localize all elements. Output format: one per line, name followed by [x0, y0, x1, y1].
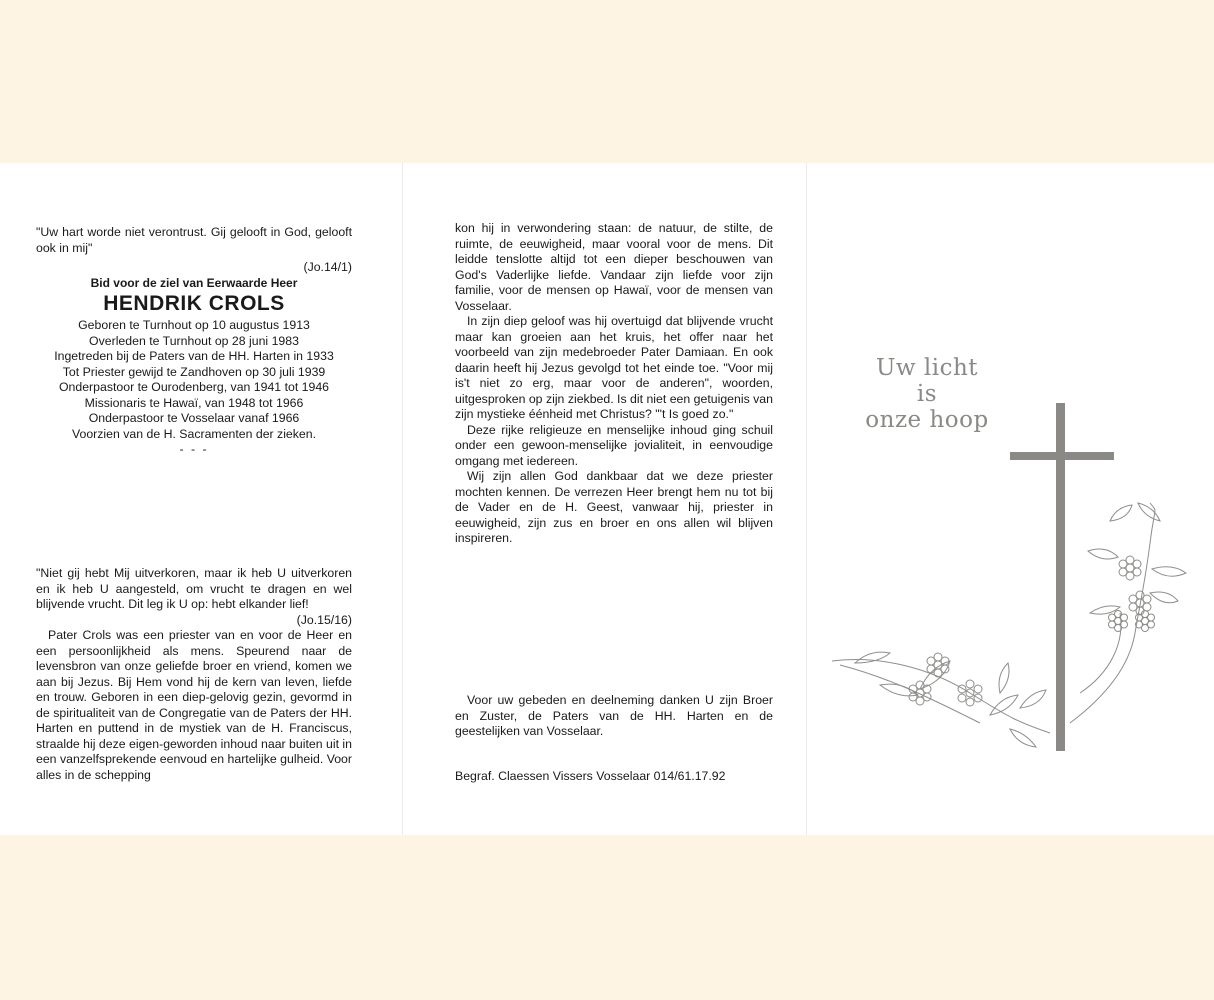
thanks-section	[455, 693, 773, 740]
cross-with-flowers-icon	[820, 393, 1210, 763]
fold-line-left	[402, 163, 403, 835]
cross-horizontal	[1010, 452, 1114, 460]
deceased-name: HENDRIK CROLS	[103, 292, 285, 315]
bio-line: Missionaris te Hawaï, van 1948 tot 1966	[84, 395, 304, 410]
tribute-text: Pater Crols was een priester van en voor de Heer en een persoonlijkheid als mens. Speurend naar de levensbron van onze geliefde broer en vriend, komen we aan bij Jezus. Bij Hem vond hij de kern van leven, liefde en trouw. Geboren in een diep-gelovig gezin, gevormd in de spiritualiteit van de Congregatie van de Paters der HH. Harten en puttend in de mystiek van de H. Franciscus, straalde hij deze eigen-geworden inhoud naar buiten uit in een vanzelfsprekende eenvoud en hartelijke gulheid. Voor alles in de schepping	[36, 628, 352, 782]
name-intro: Bid voor de ziel van Eerwaarde Heer	[90, 275, 298, 290]
bio-line: Onderpastoor te Ourodenberg, van 1941 tot 1946	[58, 380, 330, 394]
bio-line: Geboren te Turnhout op 10 augustus 1913	[78, 318, 310, 332]
left-column-bottom	[36, 566, 352, 783]
epigraph-reference: (Jo.14/1)	[303, 260, 352, 274]
memorial-card	[0, 163, 1214, 835]
middle-column	[455, 221, 773, 547]
scripture-reference: (Jo.15/16)	[296, 612, 352, 627]
bio-line: Tot Priester gewijd te Zandhoven op 30 juli 1939	[62, 364, 326, 379]
scripture-quote: "Niet gij hebt Mij uitverkoren, maar ik heb U uitverkoren en ik heb U aangesteld, om vrucht te dragen en wel blijvende vrucht. Dit leg ik U op: hebt elkander lief!	[36, 566, 352, 611]
tribute-paragraph: Deze rijke religieuze en menselijke inhoud ging schuil onder een gewoon-menselijke jovialiteit, in eenvoudige omgang met iedereen.	[455, 422, 773, 468]
tribute-paragraph: Wij zijn allen God dankbaar dat we deze priester mochten kennen. De verrezen Heer brengt hem nu tot bij de Vader en de H. Geest, vanwaar hij, priester in eeuwigheid, zijn zus en broer en ons allen wil blijven inspireren.	[455, 469, 773, 545]
tribute-paragraph: kon hij in verwondering staan: de natuur, de stilte, de ruimte, de eeuwigheid, maar vooral voor de mens. Dit leidde tenslotte altijd tot een dieper beschouwen van God's Vaderlijke liefde. Vandaar zijn liefde voor zijn familie, voor de mensen op Hawaï, voor de mensen van Vosselaar.	[455, 221, 773, 313]
motto-line: is	[916, 381, 938, 407]
bio-line: Onderpastoor te Vosselaar vanaf 1966	[88, 411, 300, 425]
motto-line: onze hoop	[865, 407, 989, 433]
bio-lines	[36, 318, 352, 442]
motto-line: Uw licht	[875, 355, 979, 381]
fold-line-right	[806, 163, 807, 835]
epigraph: "Uw hart worde niet verontrust. Gij gelooft in God, gelooft ook in mij"	[36, 225, 352, 255]
thanks-text: Voor uw gebeden en deelneming danken U zijn Broer en Zuster, de Paters van de HH. Harten en de geestelijken van Vosselaar.	[455, 693, 773, 738]
bio-line: Voorzien van de H. Sacramenten der zieken.	[71, 426, 317, 441]
divider: - - -	[179, 442, 209, 456]
left-column-top	[36, 225, 352, 458]
bio-line: Ingetreden bij de Paters van de HH. Harten in 1933	[54, 349, 334, 363]
printer-text: Begraf. Claessen Vissers Vosselaar 014/61.17.92	[455, 769, 726, 783]
printer-line	[455, 769, 773, 785]
tribute-paragraph: In zijn diep geloof was hij overtuigd dat blijvende vrucht maar kan groeien aan het kruis, het offer naar het voorbeeld van zijn medebroeder Pater Damiaan. En ook daarin heeft hij Jezus gevolgd tot het einde toe. "Voor mij is't niet zo erg, maar voor de anderen", woorden, uitgesproken op zijn ziekbed. Is dit niet een getuigenis van zijn mystieke éénheid met Christus? "'t Is goed zo."	[455, 314, 773, 421]
bio-line: Overleden te Turnhout op 28 juni 1983	[89, 333, 299, 348]
